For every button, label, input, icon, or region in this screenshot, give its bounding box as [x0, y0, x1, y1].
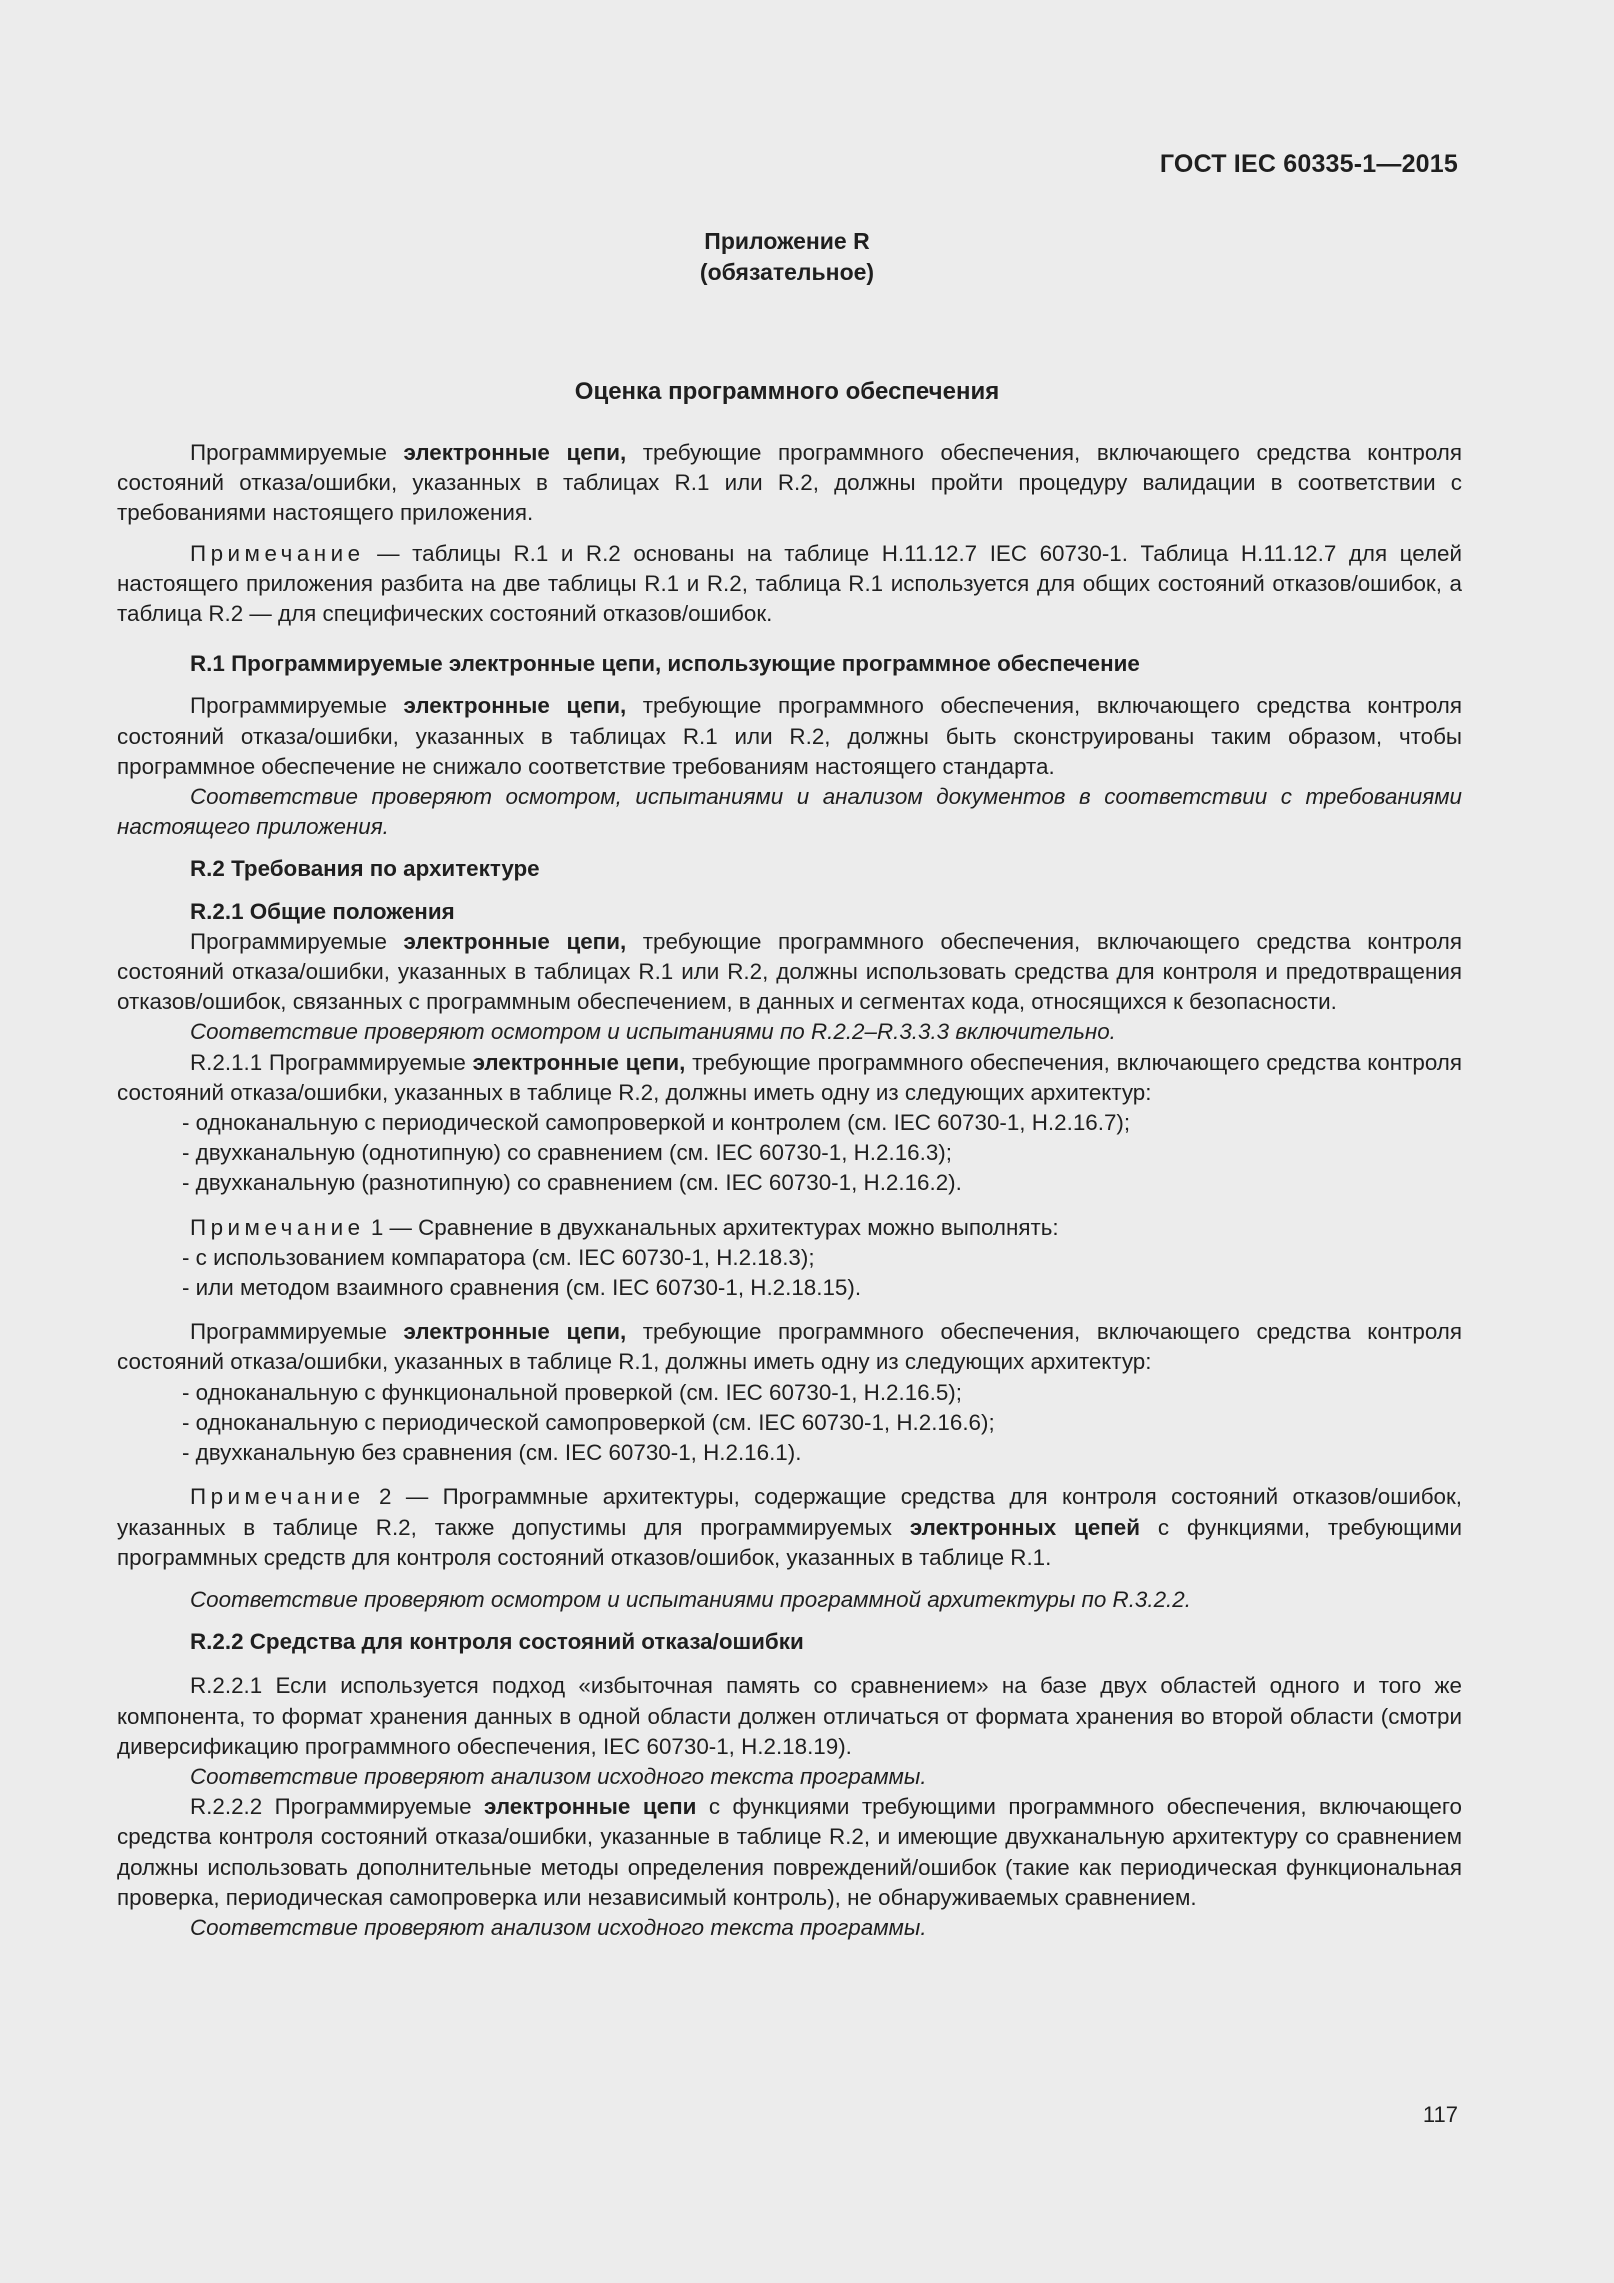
text-run: R.2.1.1 Программируемые	[190, 1049, 473, 1075]
text-run: Программируемые	[190, 440, 404, 465]
appendix-heading	[0, 226, 1574, 288]
list-item: - с использованием компаратора (см. IEC 60730-1, H.2.18.3);	[182, 1244, 815, 1270]
note2-paragraph	[117, 1482, 1462, 1573]
term-bold: электронные цепи	[484, 1794, 697, 1820]
r21-paragraph	[117, 927, 1462, 1018]
appendix-status: (обязательное)	[699, 259, 875, 285]
document-body	[117, 438, 1462, 1943]
list-item: - двухканальную без сравнения (см. IEC 60730-1, H.2.16.1).	[182, 1440, 802, 1466]
r222-paragraph	[117, 1792, 1462, 1913]
appendix-name: Приложение R	[704, 228, 870, 254]
list-item: - одноканальную с функциональной проверкой (см. IEC 60730-1, H.2.16.5);	[182, 1379, 962, 1405]
note-text: 1 — Сравнение в двухканальных архитектурах можно выполнять:	[364, 1214, 1059, 1240]
r2-compliance-check: Соответствие проверяют осмотром и испытаниями программной архитектуры по R.3.2.2.	[190, 1586, 1191, 1612]
list-item: - двухканальную (однотипную) со сравнением (см. IEC 60730-1, H.2.16.3);	[182, 1140, 952, 1166]
intro-paragraph	[117, 438, 1462, 529]
section-heading-r2: R.2 Требования по архитектуре	[190, 856, 540, 882]
note-label: Примечание	[190, 540, 365, 566]
term-bold: электронных цепей	[909, 1514, 1141, 1540]
term-bold: электронные цепи,	[403, 928, 627, 954]
r221-compliance-check: Соответствие проверяют анализом исходного текста программы.	[190, 1763, 927, 1789]
term-bold: электронные цепи,	[403, 693, 627, 719]
r221-paragraph: R.2.2.1 Если используется подход «избыточная память со сравнением» на базе двух областей одного и того же компонента, то формат хранения данных в одной области должен отличаться от формата хранения во второй области (смотри диверсификацию программного обеспечения, IEC 60730-1, H.2.18.19).	[117, 1673, 1462, 1759]
text-run: требующие программного обеспечения, включающего средства контроля состояний отказа/ошибки, указанных в таблице R.1, должны иметь одну из следующих архитектур:	[117, 1319, 1462, 1375]
section-heading-r1: R.1 Программируемые электронные цепи, использующие программное обеспечение	[190, 651, 1140, 677]
list-item: - одноканальную с периодической самопроверкой и контролем (см. IEC 60730-1, H.2.16.7);	[182, 1110, 1131, 1136]
list-item: - двухканальную (разнотипную) со сравнением (см. IEC 60730-1, H.2.16.2).	[182, 1170, 962, 1196]
note-text: с функциями, требующими программных средств для контроля состояний отказов/ошибок, указанных в таблице R.1.	[117, 1514, 1462, 1570]
text-run: R.2.2.2 Программируемые	[190, 1794, 485, 1820]
text-run: требующие программного обеспечения, включающего средства контроля состояний отказа/ошибки, указанных в таблицах R.1 или R.2, должны быть сконструированы таким образом, чтобы программное обеспечение не снижало соответствие требованиям настоящего стандарта.	[117, 693, 1462, 779]
text-run: требующие программного обеспечения, включающего средства контроля состояний отказа/ошибки, указанных в таблицах R.1 или R.2, должны использовать средства для контроля и предотвращения отказов/ошибок, связанных с программным обеспечением, в данных и сегментах кода, относящихся к безопасности.	[117, 928, 1462, 1015]
list-item: - или методом взаимного сравнения (см. IEC 60730-1, H.2.18.15).	[182, 1275, 862, 1301]
text-run: Программируемые	[190, 693, 404, 719]
r1-compliance-check: Соответствие проверяют осмотром, испытаниями и анализом документов в соответствии с требованиями настоящего приложения.	[117, 784, 1462, 840]
page-title: Оценка программного обеспечения	[574, 378, 1000, 405]
section-heading-r22: R.2.2 Средства для контроля состояний отказа/ошибки	[190, 1629, 804, 1655]
r21-compliance-check: Соответствие проверяют осмотром и испытаниями по R.2.2–R.3.3.3 включительно.	[190, 1019, 1116, 1045]
note-text: — таблицы R.1 и R.2 основаны на таблице H.11.12.7 IEC 60730-1. Таблица H.11.12.7 для целей настоящего приложения разбита на две таблицы R.1 и R.2, таблица R.1 используется для общих состояний отказов/ошибок, а таблица R.2 — для специфических состояний отказов/ошибок.	[117, 540, 1462, 627]
text-run: требующие программного обеспечения, включающего средства контроля состояний отказа/ошибки, указанных в таблицах R.1 или R.2, должны пройти процедуру валидации в соответствии с требованиями настоящего приложения.	[117, 440, 1462, 526]
r1-architectures-paragraph	[117, 1317, 1462, 1377]
term-bold: электронные цепи,	[403, 1319, 627, 1345]
note-text: 2 — Программные архитектуры, содержащие средства для контроля состояний отказов/ошибок, указанных в таблице R.2, также допустимы для программируемых	[117, 1484, 1462, 1540]
term-bold: электронные цепи,	[403, 440, 627, 465]
page-number: 117	[1422, 2102, 1458, 2127]
note-label: Примечание	[190, 1214, 365, 1240]
note1-paragraph	[117, 1213, 1462, 1243]
section-heading-r21: R.2.1 Общие положения	[190, 898, 455, 924]
text-run: с функциями требующими программного обеспечения, включающего средства контроля состояний отказа/ошибки, указанные в таблице R.2, и имеющие двухканальную архитектуру со сравнением должны использовать дополнительные методы определения повреждений/ошибок (такие как периодическая функциональная проверка, периодическая самопроверка или независимый контроль), не обнаруживаемых сравнением.	[117, 1794, 1462, 1910]
term-bold: электронные цепи,	[472, 1049, 686, 1075]
note-paragraph	[117, 539, 1462, 630]
document-code: ГОСТ IEC 60335-1—2015	[1159, 150, 1458, 178]
text-run: требующие программного обеспечения, включающего средства контроля состояний отказа/ошибки, указанных в таблице R.2, должны иметь одну из следующих архитектур:	[117, 1049, 1462, 1105]
r222-compliance-check: Соответствие проверяют анализом исходного текста программы.	[190, 1914, 927, 1940]
note-label: Примечание	[190, 1484, 365, 1510]
text-run: Программируемые	[190, 1319, 404, 1345]
r211-paragraph	[117, 1048, 1462, 1108]
text-run: Программируемые	[190, 928, 404, 954]
list-item: - одноканальную с периодической самопроверкой (см. IEC 60730-1, H.2.16.6);	[182, 1409, 995, 1435]
r1-paragraph	[117, 691, 1462, 782]
